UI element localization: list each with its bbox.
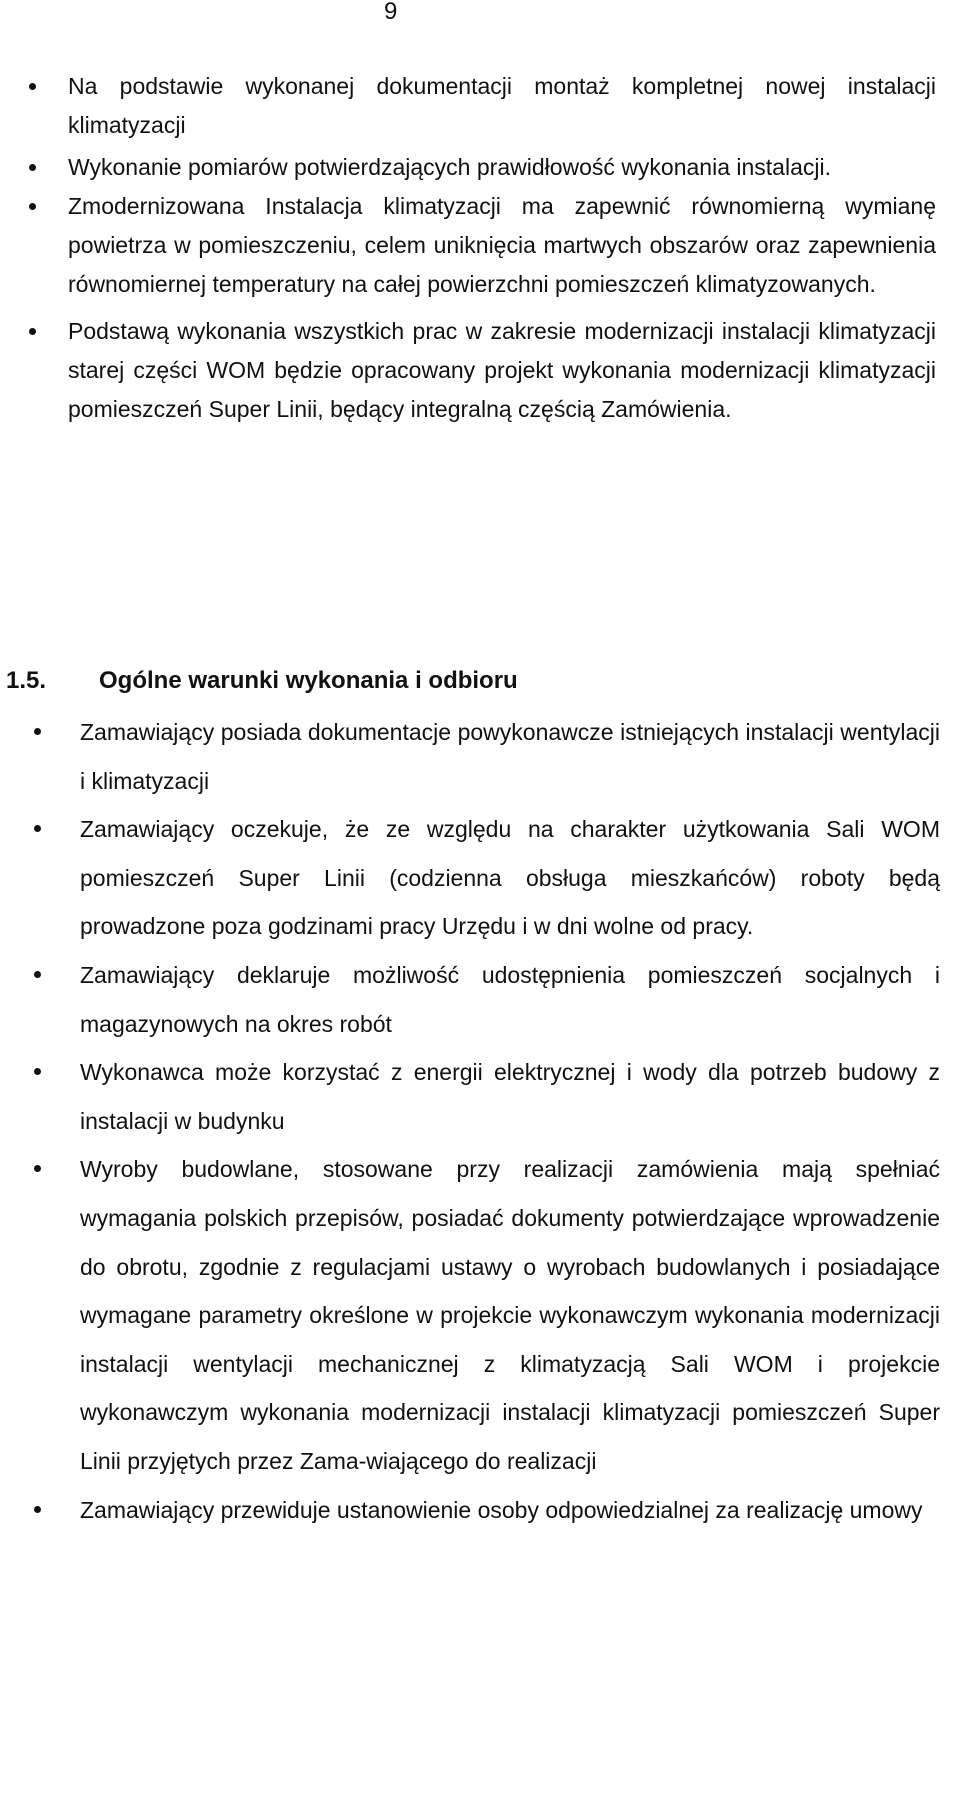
list-item-text: Zamawiający deklaruje możliwość udostępnienia pomieszczeń socjalnych i magazynowych na okres robót — [80, 961, 940, 1037]
intro-bullet-list — [0, 67, 936, 429]
bullet-icon — [34, 1068, 41, 1075]
list-item — [0, 67, 936, 145]
bullet-icon — [29, 328, 36, 335]
list-item-text: Wyroby budowlane, stosowane przy realizacji zamówienia mają spełniać wymagania polskich przepisów, posiadać dokumenty potwierdzające wprowadzenie do obrotu, zgodnie z regulacjami ustawy o wyrobach budowlanych i posiadające wymagane parametry określone w projekcie wykonawczym wykonania modernizacji instalacji wentylacji mechanicznej z klimatyzacją Sali WOM i projekcie wykonawczym wykonania modernizacji instalacji klimatyzacji pomieszczeń Super Linii przyjętych przez Zama-wiającego do realizacji — [80, 1156, 940, 1474]
list-item-text: Podstawą wykonania wszystkich prac w zakresie modernizacji instalacji klimatyzacji starej części WOM będzie opracowany projekt wykonania modernizacji klimatyzacji pomieszczeń Super Linii, będący integralną częścią Zamówienia. — [68, 318, 936, 422]
list-item-text: Na podstawie wykonanej dokumentacji montaż kompletnej nowej instalacji klimatyzacji — [68, 73, 936, 138]
list-item-text: Wykonawca może korzystać z energii elektrycznej i wody dla potrzeb budowy z instalacji w budynku — [80, 1059, 940, 1134]
list-item — [0, 1486, 940, 1535]
page-number: 9 — [384, 0, 398, 25]
list-item — [0, 1048, 940, 1145]
bullet-icon — [29, 164, 36, 171]
list-item — [0, 187, 936, 304]
list-item-text: Wykonanie pomiarów potwierdzających prawidłowość wykonania instalacji. — [68, 154, 831, 180]
bullet-icon — [34, 825, 41, 832]
bullet-icon — [29, 83, 36, 90]
list-item-text: Zmodernizowana Instalacja klimatyzacji ma zapewnić równomierną wymianę powietrza w pomieszczeniu, celem uniknięcia martwych obszarów oraz zapewnienia równomiernej temperatury na całej powierzchni pomieszczeń klimatyzowanych. — [68, 193, 936, 297]
list-item — [0, 1145, 940, 1485]
list-item — [0, 312, 936, 429]
list-item-text: Zamawiający przewiduje ustanowienie osoby odpowiedzialnej za realizację umowy — [80, 1496, 923, 1523]
list-item-text: Zamawiający oczekuje, że ze względu na charakter użytkowania Sali WOM pomieszczeń Super Linii (codzienna obsługa mieszkańców) roboty będą prowadzone poza godzinami pracy Urzędu i w dni wolne od pracy. — [80, 816, 940, 940]
bullet-icon — [34, 1506, 41, 1513]
list-item — [0, 805, 940, 951]
list-item — [0, 148, 936, 187]
list-item — [0, 951, 940, 1048]
bullet-icon — [34, 728, 41, 735]
conditions-bullet-list — [0, 708, 940, 1534]
section-number: 1.5. — [6, 667, 47, 694]
section-title: Ogólne warunki wykonania i odbioru — [99, 667, 518, 694]
section-heading — [6, 666, 518, 696]
list-item — [0, 708, 940, 805]
bullet-icon — [34, 971, 41, 978]
list-item-text: Zamawiający posiada dokumentacje powykonawcze istniejących instalacji wentylacji i klimatyzacji — [80, 719, 940, 794]
bullet-icon — [34, 1165, 41, 1172]
bullet-icon — [29, 203, 36, 210]
